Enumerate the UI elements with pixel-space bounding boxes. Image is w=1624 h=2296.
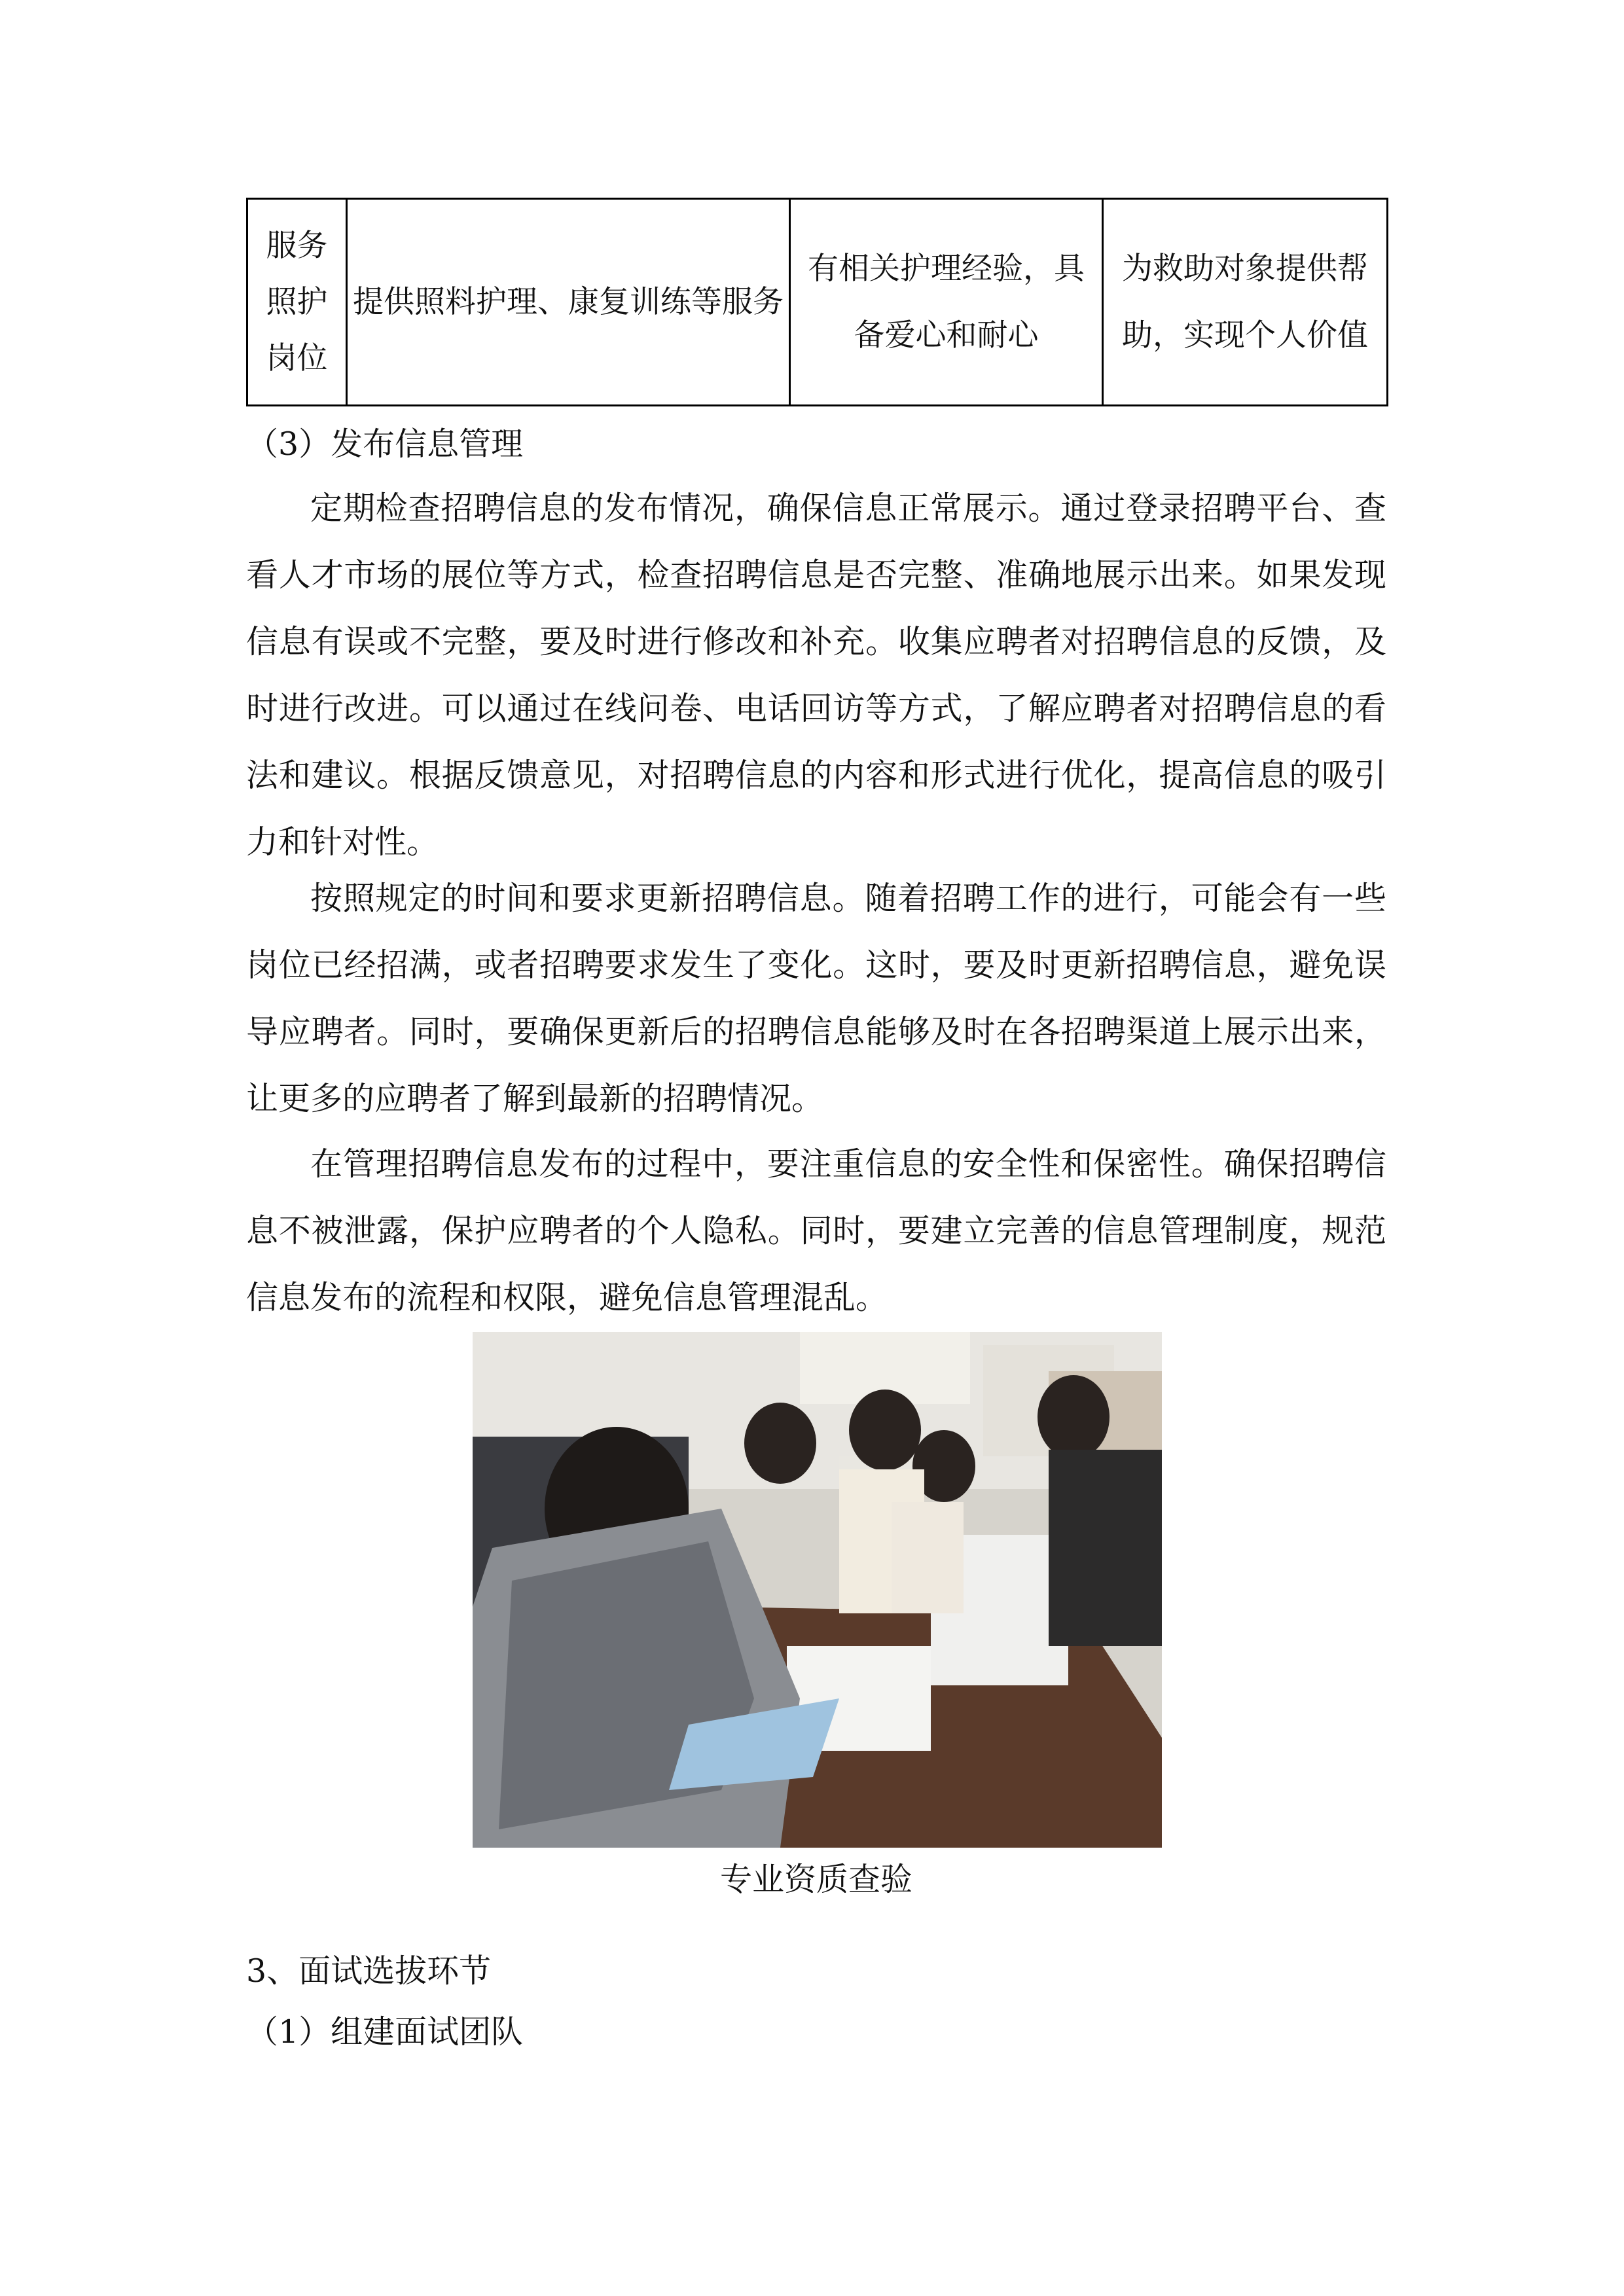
position-line: 岗位: [266, 340, 328, 376]
position-line: 照护: [266, 283, 328, 320]
subsection-title: （1）组建面试团队: [246, 2013, 524, 2051]
requirements-cell: 有相关护理经验，具备爱心和耐心: [790, 199, 1103, 406]
photo-illustration: [473, 1332, 1162, 1848]
duties-cell: 提供照料护理、康复训练等服务: [347, 199, 790, 406]
value-cell: 为救助对象提供帮助，实现个人价值: [1103, 199, 1388, 406]
table-row: [247, 199, 1388, 406]
qualification-check-photo: [473, 1332, 1162, 1848]
position-table: [246, 198, 1388, 406]
paragraph: 定期检查招聘信息的发布情况，确保信息正常展示。通过登录招聘平台、查看人才市场的展位等方式，检查招聘信息是否完整、准确地展示出来。如果发现信息有误或不完整，要及时进行修改和补充。收集应聘者对招聘信息的反馈，及时进行改进。可以通过在线问卷、电话回访等方式，了解应聘者对招聘信息的看法和建议。根据反馈意见，对招聘信息的内容和形式进行优化，提高信息的吸引力和针对性。: [246, 490, 1386, 861]
position-line: 服务: [266, 227, 328, 264]
paragraph: 按照规定的时间和要求更新招聘信息。随着招聘工作的进行，可能会有一些岗位已经招满，或者招聘要求发生了变化。这时，要及时更新招聘信息，避免误导应聘者。同时，要确保更新后的招聘信息能够及时在各招聘渠道上展示出来，让更多的应聘者了解到最新的招聘情况。: [246, 880, 1386, 1117]
section-heading: （3）发布信息管理: [246, 425, 524, 463]
paragraph: 在管理招聘信息发布的过程中，要注重信息的安全性和保密性。确保招聘信息不被泄露，保护应聘者的个人隐私。同时，要建立完善的信息管理制度，规范信息发布的流程和权限，避免信息管理混乱。: [246, 1145, 1386, 1316]
position-cell: [247, 199, 347, 406]
photo-caption: 专业资质查验: [719, 1861, 912, 1898]
section-title: 3、面试选拔环节: [246, 1952, 492, 1990]
